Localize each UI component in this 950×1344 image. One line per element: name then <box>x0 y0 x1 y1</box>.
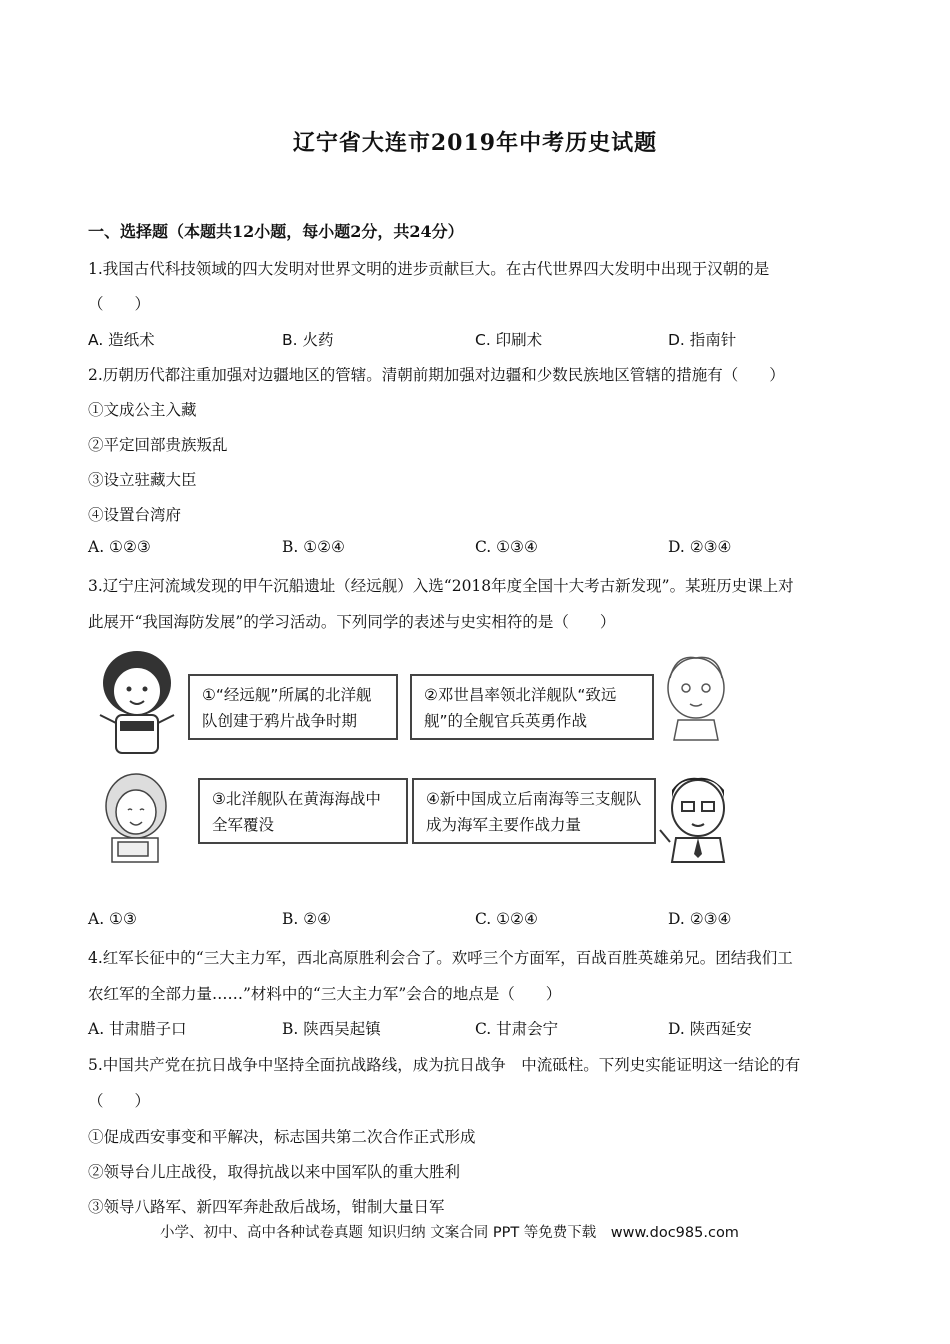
q1-option-c: C. 印刷术 <box>475 331 543 349</box>
speech-bubble-2: ②邓世昌率领北洋舰队“致远舰”的全舰官兵英勇作战 <box>410 674 654 740</box>
q2-item: ②平定回部贵族叛乱 <box>88 436 228 454</box>
section-heading: 一、选择题（本题共12小题，每小题2分，共24分） <box>88 222 464 241</box>
q4-option-c: C. 甘肃会宁 <box>475 1020 559 1038</box>
student-boy-illustration <box>656 648 736 743</box>
q2-option-b: B. ①②④ <box>282 538 345 556</box>
q2-item: ④设置台湾府 <box>88 506 182 524</box>
q3-stem-line1: 3.辽宁庄河流域发现的甲午沉船遗址（经远舰）入选“2018年度全国十大考古新发现”。某班历史课上对 <box>88 577 794 595</box>
q2-option-a: A. ①②③ <box>88 538 151 556</box>
q3-option-c: C. ①②④ <box>475 910 538 928</box>
q4-stem-line2: 农红军的全部力量……”材料中的“三大主力军”会合的地点是（ ） <box>88 985 562 1003</box>
q4-option-b: B. 陕西吴起镇 <box>282 1020 381 1038</box>
speech-bubble-1: ①“经远舰”所属的北洋舰队创建于鸦片战争时期 <box>188 674 398 740</box>
q5-item: ①促成西安事变和平解决，标志国共第二次合作正式形成 <box>88 1128 476 1146</box>
q2-option-d: D. ②③④ <box>668 538 732 556</box>
page-title: 辽宁省大连市2019年中考历史试题 <box>292 130 658 156</box>
q2-item: ①文成公主入藏 <box>88 401 197 419</box>
q5-stem: 5.中国共产党在抗日战争中坚持全面抗战路线，成为抗日战争 中流砥柱。下列史实能证明这一结论的有 <box>88 1056 801 1074</box>
q1-option-d: D. 指南针 <box>668 331 737 349</box>
q5-item: ②领导台儿庄战役，取得抗战以来中国军队的重大胜利 <box>88 1163 461 1181</box>
q3-stem-line2: 此展开“我国海防发展”的学习活动。下列同学的表述与史实相符的是（ ） <box>88 613 616 631</box>
speech-bubble-3: ③北洋舰队在黄海海战中全军覆没 <box>198 778 408 844</box>
speech-bubble-4: ④新中国成立后南海等三支舰队成为海军主要作战力量 <box>412 778 656 844</box>
q4-stem-line1: 4.红军长征中的“三大主力军，西北高原胜利会合了。欢呼三个方面军，百战百胜英雄弟兄。团结我们工 <box>88 949 793 967</box>
q4-option-a: A. 甘肃腊子口 <box>88 1020 187 1038</box>
student-girl-illustration <box>92 645 192 765</box>
q3-option-b: B. ②④ <box>282 910 332 928</box>
q1-option-a: A. 造纸术 <box>88 331 155 349</box>
q3-option-a: A. ①③ <box>88 910 137 928</box>
q1-paren: （ ） <box>88 295 151 313</box>
q3-option-d: D. ②③④ <box>668 910 732 928</box>
q2-option-c: C. ①③④ <box>475 538 538 556</box>
q2-item: ③设立驻藏大臣 <box>88 471 197 489</box>
q1-option-b: B. 火药 <box>282 331 334 349</box>
page-footer: 小学、初中、高中各种试卷真题 知识归纳 文案合同 PPT 等免费下载 www.doc985.com <box>160 1225 739 1241</box>
student-girl-curly-illustration <box>94 768 184 863</box>
q5-item: ③领导八路军、新四军奔赴敌后战场，钳制大量日军 <box>88 1198 445 1216</box>
q1-stem: 1.我国古代科技领域的四大发明对世界文明的进步贡献巨大。在古代世界四大发明中出现于汉朝的是 <box>88 260 770 278</box>
q2-stem: 2.历朝历代都注重加强对边疆地区的管辖。清朝前期加强对边疆和少数民族地区管辖的措施有（ ） <box>88 366 785 384</box>
q4-option-d: D. 陕西延安 <box>668 1020 752 1038</box>
q5-paren: （ ） <box>88 1092 151 1110</box>
student-glasses-illustration <box>652 768 742 863</box>
